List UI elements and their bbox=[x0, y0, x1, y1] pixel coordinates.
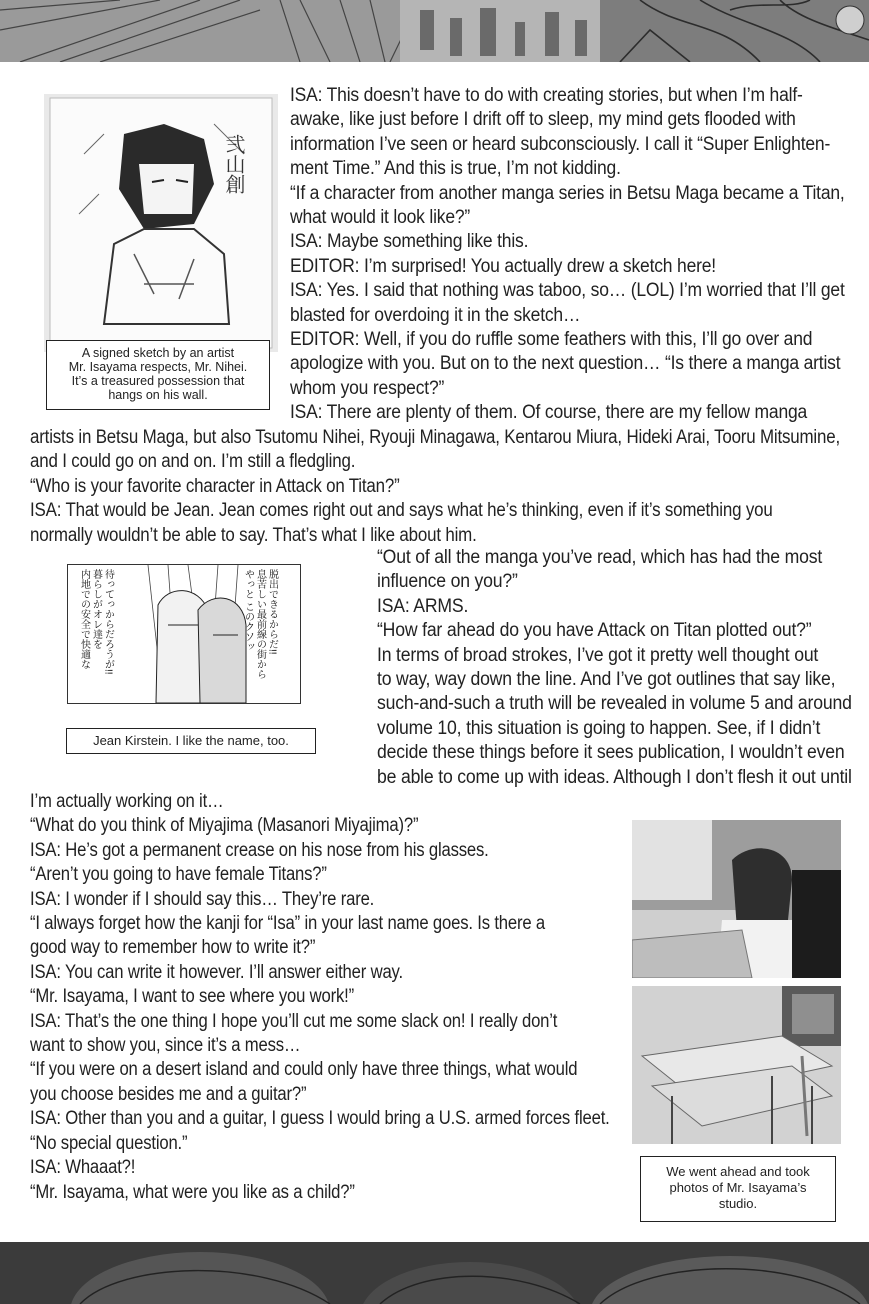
text-line: normally wouldn’t be able to say. That’s what I like about him. bbox=[30, 524, 477, 546]
jean-caption bbox=[66, 728, 316, 754]
text-line: whom you respect?” bbox=[290, 377, 445, 399]
text-line: ISA: Whaaat?! bbox=[30, 1157, 136, 1179]
caption-line: hangs on his wall. bbox=[108, 388, 208, 402]
studio-photo-1 bbox=[632, 820, 841, 978]
manga-text: 脱出できるからだ!! bbox=[266, 569, 278, 655]
interview-text-block-3 bbox=[377, 546, 852, 790]
text-line: ISA: That would be Jean. Jean comes right out and says what he’s thinking, even if it’s something you bbox=[30, 500, 773, 522]
text-line: ISA: ARMS. bbox=[377, 595, 469, 617]
text-line: “Mr. Isayama, what were you like as a child?” bbox=[30, 1181, 355, 1203]
text-line: “Mr. Isayama, I want to see where you work!” bbox=[30, 986, 354, 1008]
text-line: what would it look like?” bbox=[290, 207, 471, 229]
manga-text: 暮らしがオレ達を bbox=[90, 569, 102, 649]
text-line: “Out of all the manga you’ve read, which has had the most bbox=[377, 547, 823, 568]
text-line: blasted for overdoing it in the sketch… bbox=[290, 304, 581, 326]
text-line: ISA: There are plenty of them. Of course, there are my fellow manga bbox=[290, 402, 808, 424]
text-line: and I could go on and on. I’m still a fledgling. bbox=[30, 451, 356, 473]
text-line: EDITOR: Well, if you do ruffle some feathers with this, I’ll go over and bbox=[290, 329, 813, 351]
text-line: ISA: Yes. I said that nothing was taboo, so… (LOL) I’m worried that I’ll get bbox=[290, 280, 845, 302]
text-line: awake, like just before I drift off to sleep, my mind gets flooded with bbox=[290, 109, 796, 131]
studio-image-1 bbox=[632, 820, 841, 978]
text-line: “Who is your favorite character in Attack on Titan?” bbox=[30, 475, 400, 497]
caption-line: studio. bbox=[718, 1196, 758, 1211]
caption-line: It’s a treasured possession that bbox=[71, 374, 245, 388]
caption-line: Mr. Isayama respects, Mr. Nihei. bbox=[68, 360, 248, 374]
jean-manga-image bbox=[68, 565, 300, 703]
article-page bbox=[0, 62, 869, 1242]
text-line: “How far ahead do you have Attack on Titan plotted out?” bbox=[377, 620, 812, 642]
sketch-signature: 弐山創 bbox=[222, 134, 246, 194]
signed-sketch-image bbox=[44, 94, 278, 352]
text-line: “What do you think of Miyajima (Masanori Miyajima)?” bbox=[30, 815, 419, 837]
manga-text: 内地での安全で快適な bbox=[78, 569, 90, 669]
bottom-manga-artwork bbox=[0, 1242, 869, 1304]
caption-line: A signed sketch by an artist bbox=[81, 346, 235, 360]
text-line: ISA: You can write it however. I’ll answer either way. bbox=[30, 961, 403, 983]
text-line: ISA: I wonder if I should say this… They’re rare. bbox=[30, 888, 375, 910]
text-line: to way, way down the line. And I’ve got outlines that say like, bbox=[377, 669, 836, 691]
text-line: “Aren’t you going to have female Titans?” bbox=[30, 864, 327, 886]
text-line: ISA: Maybe something like this. bbox=[290, 231, 529, 253]
bottom-manga-band bbox=[0, 1242, 869, 1304]
text-line: influence on you?” bbox=[377, 571, 518, 593]
manga-text: 待ってっからだろうが!! bbox=[102, 569, 114, 675]
interview-text-block-1 bbox=[290, 84, 845, 426]
text-line: decide these things before it sees publication, I wouldn’t even bbox=[377, 742, 845, 764]
text-line: artists in Betsu Maga, but also Tsutomu Nihei, Ryouji Minagawa, Kentarou Miura, Hideki Arai, Tooru Mitsumine, bbox=[30, 427, 840, 448]
manga-text: やっと このクソッ bbox=[242, 569, 254, 652]
text-line: I’m actually working on it… bbox=[30, 791, 224, 812]
text-line: volume 10, this situation is going to happen. See, if I didn’t bbox=[377, 717, 821, 739]
caption-line: Jean Kirstein. I like the name, too. bbox=[93, 733, 289, 748]
text-line: ment Time.” And this is true, I’m not kidding. bbox=[290, 158, 621, 180]
text-line: you choose besides me and a guitar?” bbox=[30, 1083, 307, 1105]
text-line: ISA: This doesn’t have to do with creating stories, but when I’m half- bbox=[290, 85, 803, 106]
manga-text: 息苦しい最前線の街から bbox=[254, 569, 266, 679]
studio-image-2 bbox=[632, 986, 841, 1144]
text-line: “If you were on a desert island and could only have three things, what would bbox=[30, 1059, 578, 1081]
text-line: be able to come up with ideas. Although I don’t flesh it out until bbox=[377, 766, 852, 788]
caption-line: We went ahead and took bbox=[666, 1164, 810, 1179]
text-line: “I always forget how the kanji for “Isa” in your last name goes. Is there a bbox=[30, 913, 546, 935]
jean-manga-panel bbox=[67, 564, 301, 704]
top-manga-band bbox=[0, 0, 869, 62]
text-line: “If a character from another manga series in Betsu Maga became a Titan, bbox=[290, 182, 845, 204]
text-line: such-and-such a truth will be revealed in volume 5 and around bbox=[377, 693, 852, 715]
sketch-caption bbox=[46, 340, 270, 410]
studio-photo-2 bbox=[632, 986, 841, 1144]
text-line: ISA: Other than you and a guitar, I guess I would bring a U.S. armed forces fleet. bbox=[30, 1108, 610, 1130]
text-line: want to show you, since it’s a mess… bbox=[30, 1035, 301, 1057]
studio-caption bbox=[640, 1156, 836, 1222]
text-line: EDITOR: I’m surprised! You actually drew a sketch here! bbox=[290, 255, 716, 277]
signed-sketch-photo bbox=[44, 94, 278, 352]
text-line: apologize with you. But on to the next question… “Is there a manga artist bbox=[290, 353, 841, 375]
text-line: ISA: That’s the one thing I hope you’ll cut me some slack on! I really don’t bbox=[30, 1010, 558, 1032]
text-line: In terms of broad strokes, I’ve got it pretty well thought out bbox=[377, 644, 819, 666]
top-manga-artwork bbox=[0, 0, 869, 62]
interview-text-block-2 bbox=[30, 426, 840, 548]
text-line: good way to remember how to write it?” bbox=[30, 937, 316, 959]
text-line: information I’ve seen or heard subconsciously. I call it “Super Enlighten- bbox=[290, 133, 831, 155]
caption-line: photos of Mr. Isayama’s bbox=[669, 1180, 807, 1195]
text-line: “No special question.” bbox=[30, 1132, 188, 1154]
text-line: ISA: He’s got a permanent crease on his nose from his glasses. bbox=[30, 839, 489, 861]
interview-text-block-4 bbox=[30, 790, 610, 1205]
